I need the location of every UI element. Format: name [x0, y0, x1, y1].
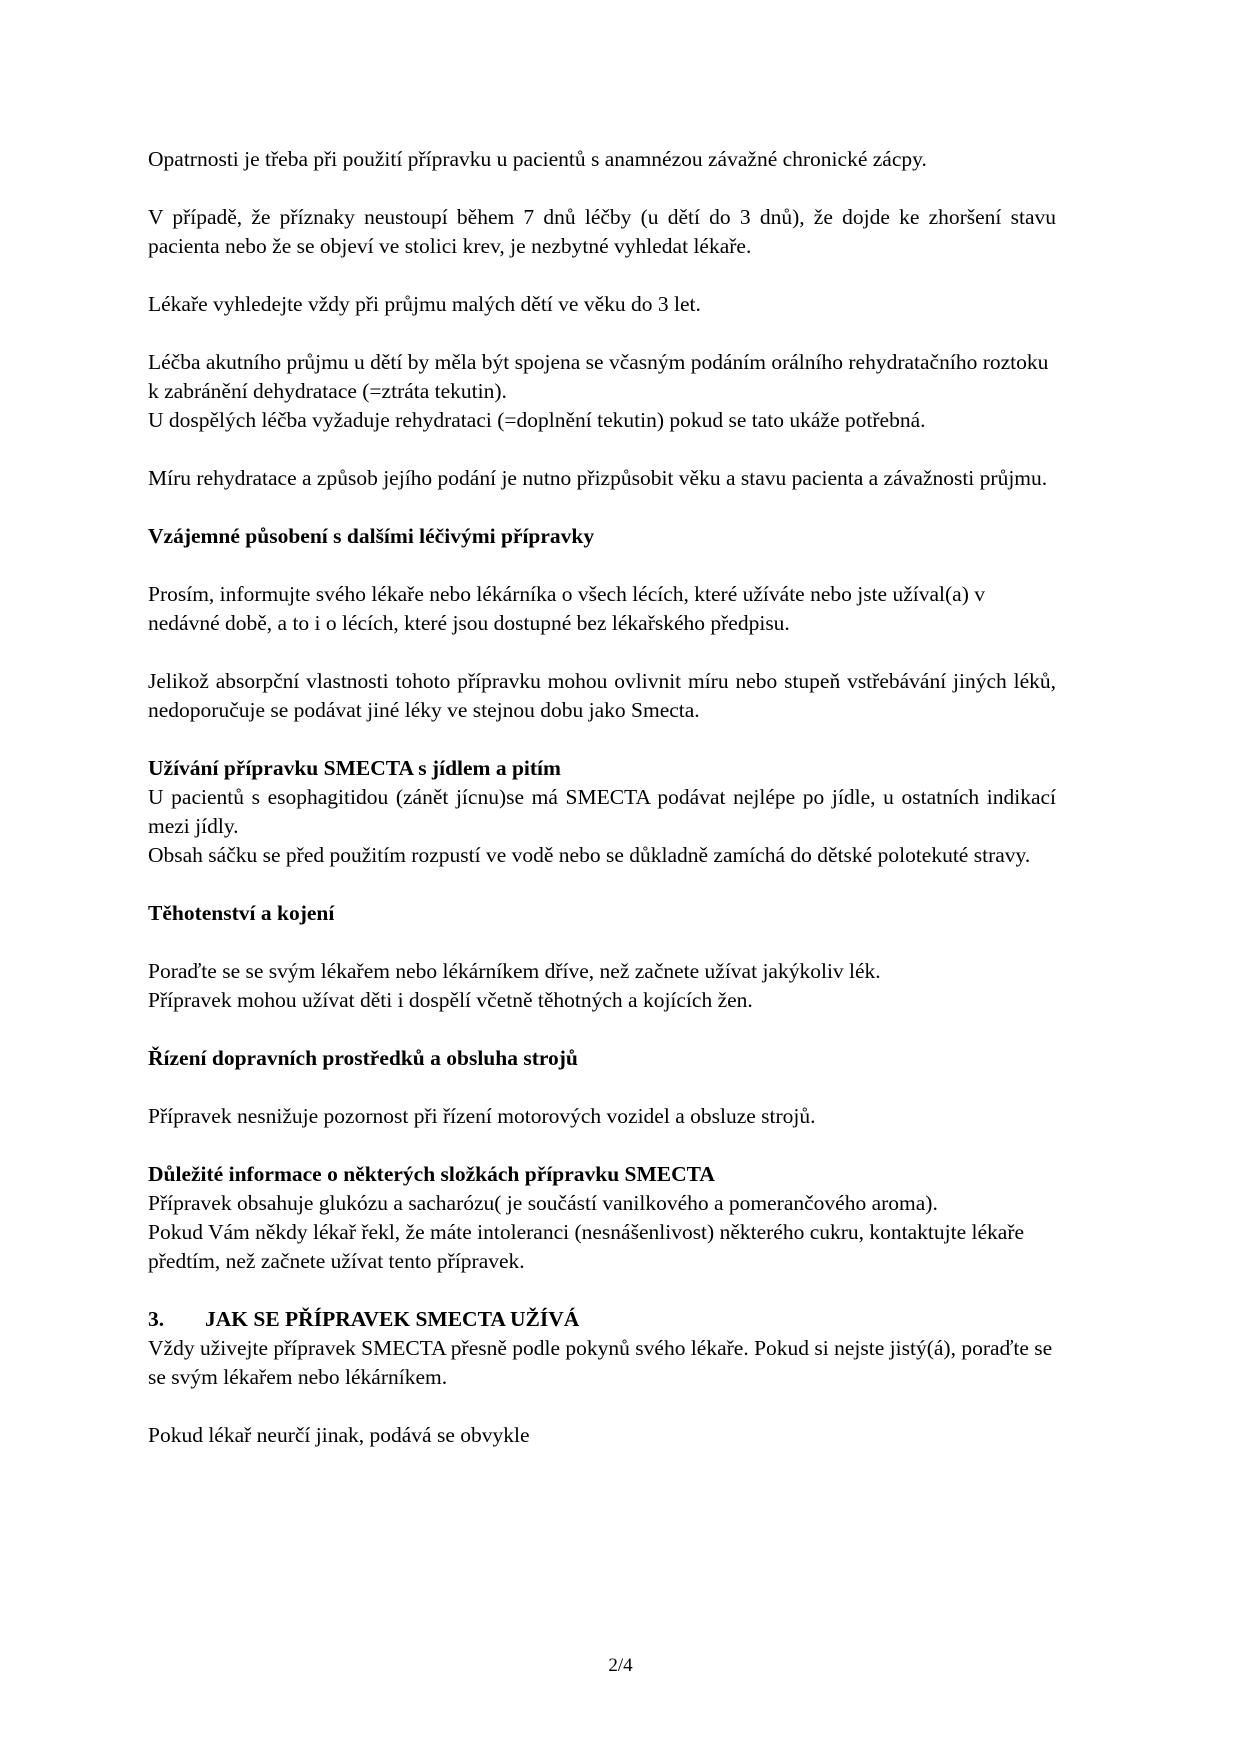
section-3-number: 3. [148, 1307, 165, 1331]
rehydration-adults-paragraph: U dospělých léčba vyžaduje rehydrataci (=doplnění tekutin) pokud se tato ukáže potřebná. [148, 408, 926, 432]
pregnancy-heading: Těhotenství a kojení [148, 901, 335, 925]
ingredients-heading: Důležité informace o některých složkách přípravku SMECTA [148, 1162, 715, 1186]
food-drink-heading: Užívání přípravku SMECTA s jídlem a pitím [148, 756, 561, 780]
interactions-heading: Vzájemné působení s dalšími léčivými přípravky [148, 524, 595, 548]
driving-heading: Řízení dopravních prostředků a obsluha strojů [148, 1046, 578, 1070]
ingredients-intolerance-paragraph: Pokud Vám někdy lékař řekl, že máte intoleranci (nesnášenlivost) některého cukru, kontaktujte lékaře předtím, než začnete užívat tento přípravek. [148, 1220, 1025, 1273]
food-esophagitis-paragraph: U pacientů s esophagitidou (zánět jícnu)se má SMECTA podávat nejlépe po jídle, u ostatních indikací mezi jídly. [148, 785, 1056, 838]
pregnancy-usage-paragraph: Přípravek mohou užívat děti i dospělí včetně těhotných a kojících žen. [148, 988, 753, 1012]
interactions-inform-paragraph: Prosím, informujte svého lékaře nebo lékárníka o všech lécích, které užíváte nebo jste užíval(a) v nedávné době, a to i o lécích, které jsou dostupné bez lékařského předpisu. [148, 582, 985, 635]
constipation-warning-paragraph: Opatrnosti je třeba při použití přípravku u pacientů s anamnézou závažné chronické zácpy. [148, 147, 927, 171]
document-body [148, 145, 1056, 1479]
interactions-absorption-paragraph: Jelikož absorpční vlastnosti tohoto přípravku mohou ovlivnit míru nebo stupeň vstřebávání jiných léků, nedoporučuje se podávat jiné léky ve stejnou dobu jako Smecta. [148, 669, 1056, 722]
page-number: 2/4 [608, 1655, 633, 1676]
rehydration-extent-paragraph: Míru rehydratace a způsob jejího podání je nutno přizpůsobit věku a stavu pacienta a závažnosti průjmu. [148, 466, 1048, 490]
food-sachet-paragraph: Obsah sáčku se před použitím rozpustí ve vodě nebo se důkladně zamíchá do dětské polotekuté stravy. [148, 843, 1031, 867]
symptoms-persist-paragraph: V případě, že příznaky neustoupí během 7 dnů léčby (u dětí do 3 dnů), že dojde ke zhoršení stavu pacienta nebo že se objeví ve stolici krev, je nezbytné vyhledat lékaře. [148, 205, 1056, 258]
dosage-instructions-paragraph: Vždy uživejte přípravek SMECTA přesně podle pokynů svého lékaře. Pokud si nejste jistý(á), poraďte se se svým lékařem nebo lékárníkem. [148, 1336, 1053, 1389]
ingredients-glucose-paragraph: Přípravek obsahuje glukózu a sacharózu( je součástí vanilkového a pomerančového aroma). [148, 1191, 938, 1215]
section-3-heading [148, 1305, 1056, 1334]
dosage-usual-paragraph: Pokud lékař neurčí jinak, podává se obvykle [148, 1423, 530, 1447]
driving-paragraph: Přípravek nesnižuje pozornost při řízení motorových vozidel a obsluze strojů. [148, 1104, 816, 1128]
pregnancy-consult-paragraph: Poraďte se se svým lékařem nebo lékárníkem dříve, než začnete užívat jakýkoliv lék. [148, 959, 881, 983]
small-children-paragraph: Lékaře vyhledejte vždy při průjmu malých dětí ve věku do 3 let. [148, 292, 701, 316]
section-3-title: JAK SE PŘÍPRAVEK SMECTA UŽÍVÁ [205, 1307, 580, 1331]
rehydration-children-paragraph: Léčba akutního průjmu u dětí by měla být spojena se včasným podáním orálního rehydratačního roztoku k zabránění dehydratace (=ztráta tekutin). [148, 350, 1049, 403]
